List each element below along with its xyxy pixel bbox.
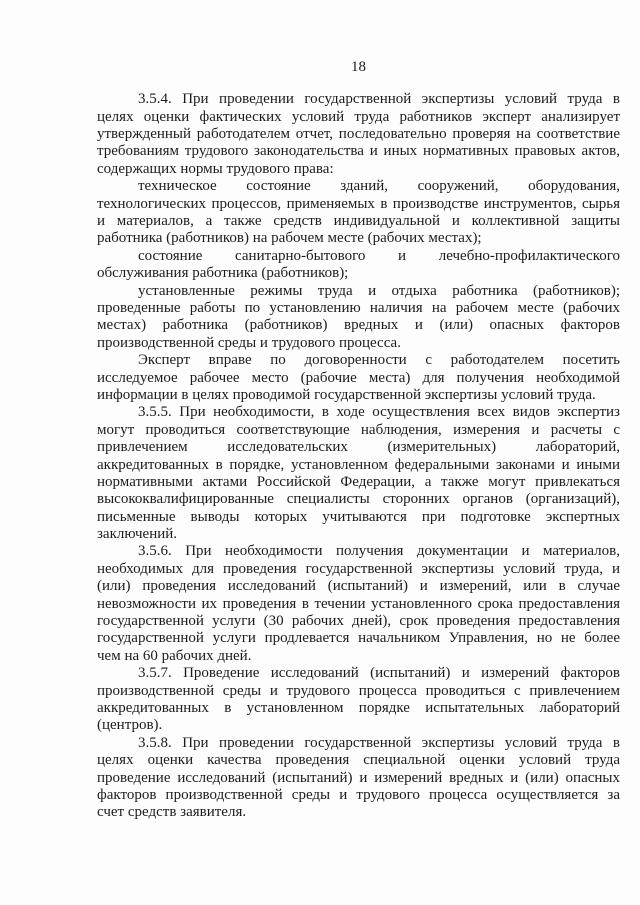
text-line: технологических процессов, применяемых в производстве инструментов, сырья <box>97 195 620 212</box>
text-line: Эксперт вправе по договоренности с работодателем посетить <box>138 352 620 369</box>
page-number: 18 <box>351 59 366 75</box>
text-line: (или) проведения исследований (испытаний) и измерений, или в случае <box>97 578 620 595</box>
text-line: установленные режимы труда и отдыха работника (работников); <box>138 282 620 299</box>
text-line: чем на 60 рабочих дней. <box>97 647 252 664</box>
text-line: 3.5.7. Проведение исследований (испытаний) и измерений факторов <box>138 665 620 682</box>
list-item-work-regimes <box>97 283 620 353</box>
list-item-sanitary-condition <box>97 248 620 283</box>
text-line: содержащих нормы трудового права: <box>97 160 334 177</box>
text-line: и материалов, а также средств индивидуальной и коллективной защиты <box>97 213 620 230</box>
text-line: привлечением исследовательских (измерительных) лабораторий, <box>97 439 620 456</box>
text-line: счет средств заявителя. <box>97 804 247 821</box>
text-line: письменные выводы которых учитываются при подготовке экспертных <box>97 508 620 525</box>
text-line: требованиям трудового законодательства и иных нормативных правовых актов, <box>97 143 620 160</box>
text-line: целях оценки качества проведения специальной оценки условий труда <box>97 752 620 769</box>
text-line: могут проводиться соответствующие наблюдения, измерения и расчеты с <box>97 421 620 438</box>
text-line: местах) работника (работников) вредных и (или) опасных факторов <box>97 317 620 334</box>
text-line: необходимых для проведения государственной экспертизы условий труда, и <box>97 560 620 577</box>
paragraph-3-5-6 <box>97 543 620 665</box>
paragraph-3-5-8 <box>97 735 620 822</box>
text-line: 3.5.6. При необходимости получения документации и материалов, <box>138 543 620 560</box>
text-line: проведенные работы по установлению наличия на рабочем месте (рабочих <box>97 299 620 316</box>
text-line: 3.5.5. При необходимости, в ходе осуществления всех видов экспертиз <box>138 404 620 421</box>
paragraph-3-5-5 <box>97 404 620 543</box>
text-line: работника (работников) на рабочем месте (рабочих местах); <box>97 230 482 247</box>
document-body <box>97 91 620 821</box>
paragraph-3-5-4 <box>97 91 620 178</box>
text-line: информации в целях проводимой государственной экспертизы условий труда. <box>97 386 596 403</box>
paragraph-expert-visit <box>97 352 620 404</box>
text-line: состояние санитарно-бытового и лечебно-профилактического <box>138 247 620 264</box>
text-line: факторов производственной среды и трудового процесса осуществляется за <box>97 786 620 803</box>
text-line: высококвалифицированные специалисты сторонних органов (организаций), <box>97 491 620 508</box>
text-line: исследуемое рабочее место (рабочие места) для получения необходимой <box>97 369 620 386</box>
text-line: целях оценки фактических условий труда работников эксперт анализирует <box>97 108 620 125</box>
text-line: нормативными актами Российской Федерации, а также могут привлекаться <box>97 473 620 490</box>
text-line: государственной услуги продлевается начальником Управления, но не более <box>97 630 620 647</box>
text-line: производственной среды и трудового процесса проводиться с привлечением <box>97 682 620 699</box>
text-line: 3.5.4. При проведении государственной экспертизы условий труда в <box>138 91 620 108</box>
text-line: производственной среды и трудового процесса. <box>97 334 401 351</box>
text-line: (центров). <box>97 717 163 734</box>
text-line: аккредитованных в порядке, установленном федеральными законами и иными <box>97 456 620 473</box>
text-line: 3.5.8. При проведении государственной экспертизы условий труда в <box>138 734 620 751</box>
text-line: аккредитованных в установленном порядке испытательных лабораторий <box>97 699 620 716</box>
list-item-technical-condition <box>97 178 620 248</box>
text-line: невозможности их проведения в течении установленного срока предоставления <box>97 595 620 612</box>
text-line: проведение исследований (испытаний) и измерений вредных и (или) опасных <box>97 769 620 786</box>
text-line: государственной услуги (30 рабочих дней), срок проведения предоставления <box>97 613 620 630</box>
paragraph-3-5-7 <box>97 665 620 735</box>
text-line: утвержденный работодателем отчет, последовательно проверяя на соответствие <box>97 126 620 143</box>
text-line: обслуживания работника (работников); <box>97 265 349 282</box>
text-line: техническое состояние зданий, сооружений, оборудования, <box>138 178 620 195</box>
text-line: заключений. <box>97 526 178 543</box>
